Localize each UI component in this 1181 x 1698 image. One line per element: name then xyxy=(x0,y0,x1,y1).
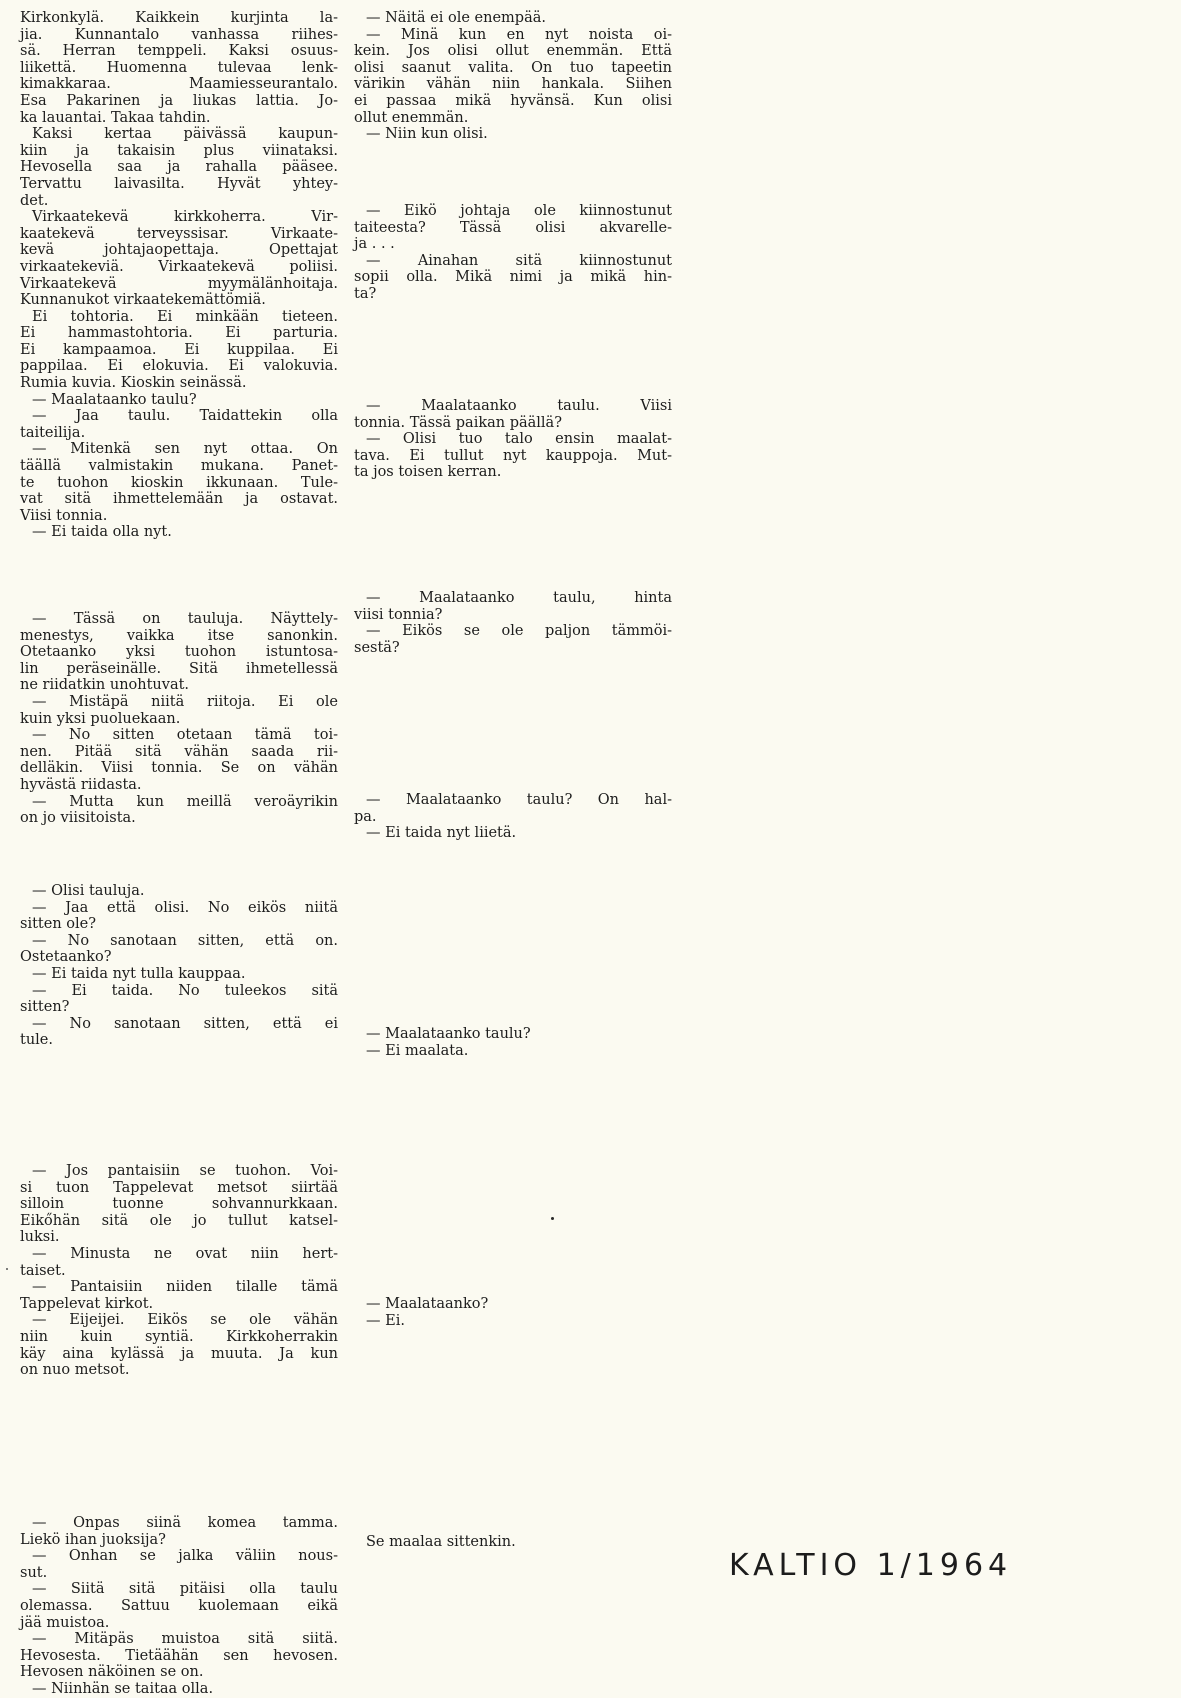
text-line: täällä valmistakin mukana. Panet- xyxy=(20,458,338,475)
text-line: — Mitäpäs muistoa sitä siitä. xyxy=(32,1631,338,1648)
text-line: — Niinhän se taitaa olla. xyxy=(32,1680,214,1697)
text-line: Hevosella saa ja rahalla pääsee. xyxy=(20,159,338,176)
text-line: vat sitä ihmettelemään ja ostavat. xyxy=(20,491,338,508)
text-line: ja . . . xyxy=(354,236,395,253)
text-line: luksi. xyxy=(20,1229,60,1246)
text-line: kein. Jos olisi ollut enemmän. Että xyxy=(354,43,672,60)
text-line: Ei kampaamoa. Ei kuppilaa. Ei xyxy=(20,341,338,358)
text-line: — Maalataanko taulu. Viisi xyxy=(366,398,672,414)
text-line: Tappelevat kirkot. xyxy=(20,1295,154,1312)
text-line: taiteesta? Tässä olisi akvarelle- xyxy=(354,219,672,236)
text-line: — Eijeijei. Eikös se ole vähän xyxy=(32,1312,338,1329)
text-line: — Ei taida nyt liietä. xyxy=(366,825,517,842)
text-block xyxy=(354,1296,672,1329)
text-line: — Olisi tuo talo ensin maalat- xyxy=(366,431,672,448)
text-block xyxy=(20,1515,338,1698)
text-line: — Ainahan sitä kiinnostunut xyxy=(366,252,672,269)
text-line: — Pantaisiin niiden tilalle tämä xyxy=(32,1279,338,1296)
text-line: Hevosesta. Tietäähän sen hevosen. xyxy=(20,1647,338,1664)
text-block xyxy=(354,398,672,481)
text-line: Esa Pakarinen ja liukas lattia. Jo- xyxy=(20,92,338,109)
text-line: — Ei taida olla nyt. xyxy=(32,524,172,541)
text-line: ka lauantai. Takaa tahdin. xyxy=(20,109,211,126)
text-line: pa. xyxy=(354,808,377,825)
text-line: te tuohon kioskin ikkunaan. Tule- xyxy=(20,474,338,491)
text-block xyxy=(354,10,672,143)
text-line: kaatekevä terveyssisar. Virkaate- xyxy=(20,225,338,242)
text-line: si tuon Tappelevat metsot siirtää xyxy=(20,1179,338,1196)
text-line: — Jos pantaisiin se tuohon. Voi- xyxy=(32,1163,338,1179)
text-line: sopii olla. Mikä nimi ja mikä hin- xyxy=(354,269,672,286)
text-line: virkaatekeviä. Virkaatekevä poliisi. xyxy=(20,258,338,275)
text-line: — Mitenkä sen nyt ottaa. On xyxy=(32,441,338,458)
text-line: ta jos toisen kerran. xyxy=(354,464,502,481)
text-line: olisi saanut valita. On tuo tapeetin xyxy=(354,59,672,76)
text-line: delläkin. Viisi tonnia. Se on vähän xyxy=(20,760,338,777)
text-line: Virkaatekevä kirkkoherra. Vir- xyxy=(32,209,338,226)
masthead: KALTIO 1/1964 xyxy=(729,1548,1013,1583)
text-line: on jo viisitoista. xyxy=(20,810,136,827)
text-line: Kunnanukot virkaatekemättömiä. xyxy=(20,292,266,309)
text-line: — Minusta ne ovat niin hert- xyxy=(32,1245,338,1262)
text-line: Eikőhän sitä ole jo tullut katsel- xyxy=(20,1212,338,1229)
text-line: — No sanotaan sitten, että ei xyxy=(32,1015,338,1032)
text-line: on nuo metsot. xyxy=(20,1362,130,1379)
text-line: hyvästä riidasta. xyxy=(20,776,142,793)
text-line: jia. Kunnantalo vanhassa riihes- xyxy=(20,26,338,43)
text-line: — Maalataanko taulu? On hal- xyxy=(366,792,672,808)
ink-speck xyxy=(551,1217,554,1220)
text-line: — Minä kun en nyt noista oi- xyxy=(366,26,672,43)
text-line: sitten? xyxy=(20,999,70,1016)
text-line: silloin tuonne sohvannurkkaan. xyxy=(20,1196,338,1213)
text-line: sä. Herran temppeli. Kaksi osuus- xyxy=(20,43,338,60)
text-line: Viisi tonnia. xyxy=(20,507,108,524)
text-line: Se maalaa sittenkin. xyxy=(366,1534,516,1550)
text-line: niin kuin syntiä. Kirkkoherrakin xyxy=(20,1328,338,1345)
text-line: tonnia. Tässä paikan päällä? xyxy=(354,414,562,431)
text-line: kuin yksi puoluekaan. xyxy=(20,710,181,727)
text-line: värikin vähän niin hankala. Siihen xyxy=(354,76,672,93)
text-line: Hevosen näköinen se on. xyxy=(20,1664,204,1681)
text-line: taiset. xyxy=(20,1262,66,1279)
text-line: — Ei taida nyt tulla kauppaa. xyxy=(32,965,246,982)
text-line: ei passaa mikä hyvänsä. Kun olisi xyxy=(354,92,672,109)
text-line: olemassa. Sattuu kuolemaan eikä xyxy=(20,1597,338,1614)
text-line: — Maalataanko? xyxy=(366,1296,489,1312)
text-line: — Mutta kun meillä veroäyrikin xyxy=(32,793,338,810)
text-block xyxy=(20,1163,338,1379)
text-block xyxy=(354,1026,672,1059)
text-line: — Olisi tauluja. xyxy=(32,883,145,899)
text-line: viisi tonnia? xyxy=(354,606,443,623)
text-block xyxy=(354,1534,672,1551)
text-line: sut. xyxy=(20,1564,48,1581)
text-line: — Siitä sitä pitäisi olla taulu xyxy=(32,1581,338,1598)
text-line: — Niin kun olisi. xyxy=(366,126,488,143)
text-line: — No sanotaan sitten, että on. xyxy=(32,932,338,949)
text-line: jää muistoa. xyxy=(20,1614,110,1631)
text-line: — Jaa että olisi. No eikös niitä xyxy=(32,899,338,916)
text-line: Ostetaanko? xyxy=(20,949,112,966)
text-line: lin peräseinälle. Sitä ihmetellessä xyxy=(20,660,338,677)
text-line: — Tässä on tauluja. Näyttely- xyxy=(32,611,338,627)
text-line: taiteilija. xyxy=(20,424,86,441)
text-line: — Onhan se jalka väliin nous- xyxy=(32,1548,338,1565)
text-line: liikettä. Huomenna tulevaa lenk- xyxy=(20,59,338,76)
text-block xyxy=(354,590,672,656)
text-line: Tervattu laivasilta. Hyvät yhtey- xyxy=(20,175,338,192)
text-line: ollut enemmän. xyxy=(354,109,469,126)
text-line: — Jaa taulu. Taidattekin olla xyxy=(32,408,338,425)
ink-speck xyxy=(6,1268,8,1270)
text-line: — Ei. xyxy=(366,1312,405,1329)
text-block xyxy=(20,10,338,541)
text-line: kevä johtajaopettaja. Opettajat xyxy=(20,242,338,259)
text-line: — Näitä ei ole enempää. xyxy=(366,10,546,26)
text-line: sitten ole? xyxy=(20,916,96,933)
text-line: kiin ja takaisin plus viinataksi. xyxy=(20,142,338,159)
text-line: tule. xyxy=(20,1032,53,1049)
text-line: — Maalataanko taulu? xyxy=(32,391,197,408)
text-line: käy aina kylässä ja muuta. Ja kun xyxy=(20,1345,338,1362)
text-block xyxy=(354,203,672,303)
text-block xyxy=(20,883,338,1049)
text-line: — Ei maalata. xyxy=(366,1042,469,1059)
text-line: — No sitten otetaan tämä toi- xyxy=(32,727,338,744)
text-line: — Onpas siinä komea tamma. xyxy=(32,1515,338,1531)
text-block xyxy=(20,611,338,827)
text-line: Kirkonkylä. Kaikkein kurjinta la- xyxy=(20,10,338,26)
text-line: pappilaa. Ei elokuvia. Ei valokuvia. xyxy=(20,358,338,375)
text-line: tava. Ei tullut nyt kauppoja. Mut- xyxy=(354,447,672,464)
text-line: Ei tohtoria. Ei minkään tieteen. xyxy=(32,308,338,325)
text-line: — Eikös se ole paljon tämmöi- xyxy=(366,623,672,640)
text-line: Kaksi kertaa päivässä kaupun- xyxy=(32,126,338,143)
text-line: — Eikö johtaja ole kiinnostunut xyxy=(366,203,672,219)
text-line: — Mistäpä niitä riitoja. Ei ole xyxy=(32,693,338,710)
text-line: menestys, vaikka itse sanonkin. xyxy=(20,627,338,644)
text-line: Liekö ihan juoksija? xyxy=(20,1531,166,1548)
text-line: sestä? xyxy=(354,639,400,656)
text-line: Rumia kuvia. Kioskin seinässä. xyxy=(20,375,247,392)
text-block xyxy=(354,792,672,842)
text-line: — Ei taida. No tuleekos sitä xyxy=(32,982,338,999)
text-line: Virkaatekevä myymälänhoitaja. xyxy=(20,275,338,292)
text-line: kimakkaraa. Maamiesseurantalo. xyxy=(20,76,338,93)
text-line: ta? xyxy=(354,285,377,302)
text-line: — Maalataanko taulu, hinta xyxy=(366,590,672,606)
text-line: Otetaanko yksi tuohon istuntosa- xyxy=(20,644,338,661)
text-line: nen. Pitää sitä vähän saada rii- xyxy=(20,743,338,760)
text-line: — Maalataanko taulu? xyxy=(366,1026,531,1042)
text-line: det. xyxy=(20,192,49,209)
text-line: Ei hammastohtoria. Ei parturia. xyxy=(20,325,338,342)
text-line: ne riidatkin unohtuvat. xyxy=(20,677,190,694)
